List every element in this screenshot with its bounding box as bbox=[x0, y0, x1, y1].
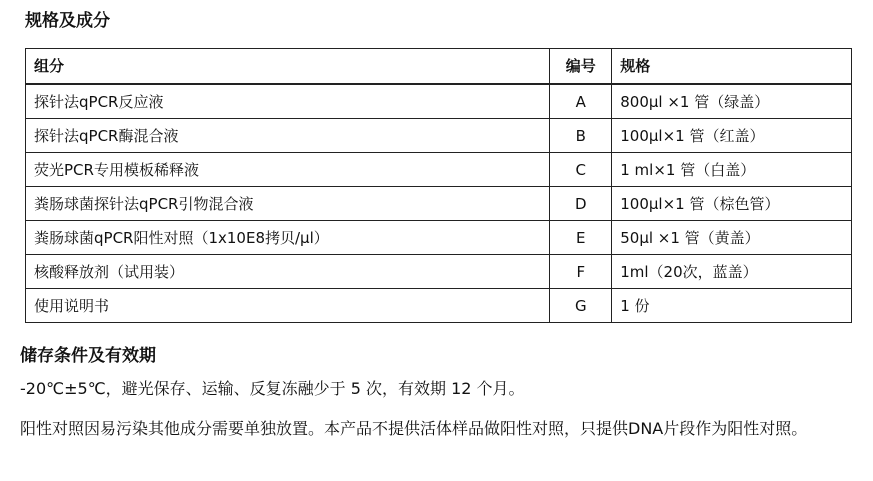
cell-code: D bbox=[550, 187, 612, 221]
cell-spec: 1 份 bbox=[612, 289, 852, 323]
cell-code: E bbox=[550, 221, 612, 255]
cell-spec: 100μl×1 管（棕色管） bbox=[612, 187, 852, 221]
header-spec: 规格 bbox=[612, 49, 852, 85]
cell-component: 粪肠球菌qPCR阳性对照（1x10E8拷贝/μl） bbox=[26, 221, 550, 255]
positive-control-note: 阳性对照因易污染其他成分需要单独放置。本产品不提供活体样品做阳性对照，只提供DNA片段作为阳性对照。 bbox=[20, 419, 808, 438]
cell-code: B bbox=[550, 119, 612, 153]
cell-component: 探针法qPCR反应液 bbox=[26, 84, 550, 119]
cell-spec: 100μl×1 管（红盖） bbox=[612, 119, 852, 153]
cell-code: G bbox=[550, 289, 612, 323]
cell-spec: 1 ml×1 管（白盖） bbox=[612, 153, 852, 187]
cell-code: A bbox=[550, 84, 612, 119]
cell-code: F bbox=[550, 255, 612, 289]
cell-component: 粪肠球菌探针法qPCR引物混合液 bbox=[26, 187, 550, 221]
table-row bbox=[26, 84, 852, 119]
cell-component: 核酸释放剂（试用装） bbox=[26, 255, 550, 289]
table-row bbox=[26, 221, 852, 255]
table-row bbox=[26, 289, 852, 323]
section-title-storage: 储存条件及有效期 bbox=[20, 346, 156, 366]
cell-component: 荧光PCR专用模板稀释液 bbox=[26, 153, 550, 187]
cell-spec: 50μl ×1 管（黄盖） bbox=[612, 221, 852, 255]
section-title-spec: 规格及成分 bbox=[25, 11, 110, 31]
table-row bbox=[26, 187, 852, 221]
cell-spec: 1ml（20次，蓝盖） bbox=[612, 255, 852, 289]
header-component: 组分 bbox=[26, 49, 550, 85]
table-row bbox=[26, 153, 852, 187]
cell-component: 探针法qPCR酶混合液 bbox=[26, 119, 550, 153]
table-row bbox=[26, 255, 852, 289]
spec-table bbox=[25, 48, 852, 323]
cell-spec: 800μl ×1 管（绿盖） bbox=[612, 84, 852, 119]
header-code: 编号 bbox=[550, 49, 612, 85]
table-header-row bbox=[26, 49, 852, 85]
cell-component: 使用说明书 bbox=[26, 289, 550, 323]
storage-conditions-text: -20℃±5℃，避光保存、运输、反复冻融少于 5 次，有效期 12 个月。 bbox=[20, 379, 525, 398]
table-row bbox=[26, 119, 852, 153]
cell-code: C bbox=[550, 153, 612, 187]
